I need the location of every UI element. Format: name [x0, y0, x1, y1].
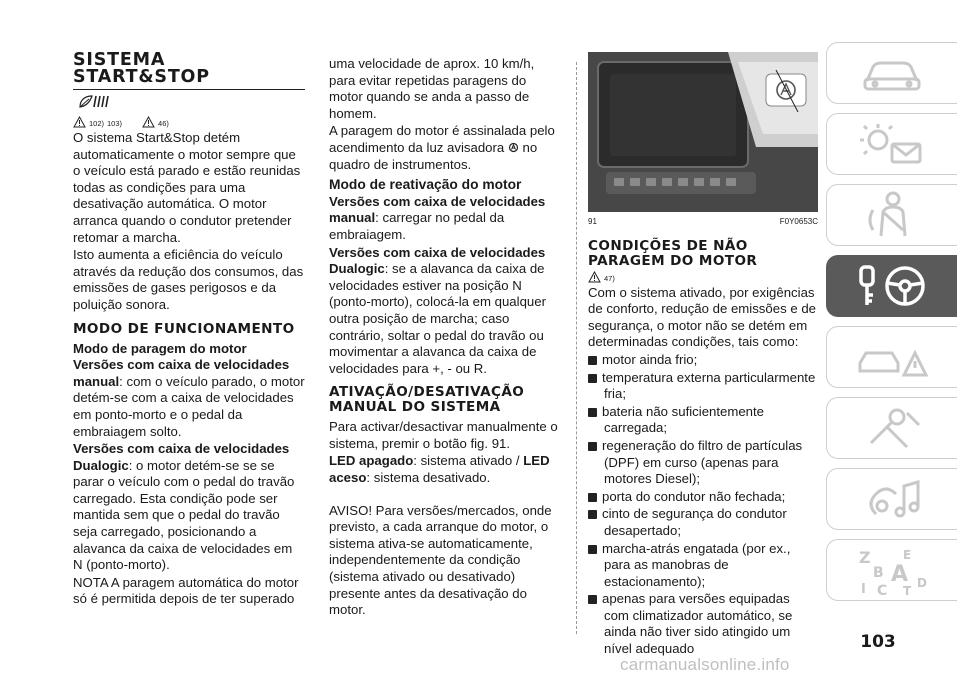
warning-triangle-car-icon [852, 333, 932, 381]
start-stop-warning-light-icon [508, 142, 519, 153]
led-off-label: LED apagado [329, 453, 414, 469]
manual-stop-paragraph [73, 357, 305, 440]
column-3 [588, 52, 818, 659]
music-navigation-icon [852, 474, 932, 524]
reference-icons [73, 96, 305, 128]
tab-index[interactable] [826, 539, 957, 601]
manual-text: : carregar no pedal da embraiagem. [329, 210, 505, 242]
seatbelt-airbag-icon [857, 190, 927, 240]
led-on-text: : sistema desativado. [366, 470, 491, 486]
bullet-square-icon [588, 595, 597, 604]
section-title-manual-toggle: ATIVAÇÃO/DESATIVAÇÃO MANUAL DO SISTEMA [329, 384, 525, 416]
subheading-stop-mode: Modo de paragem do motor [73, 340, 247, 356]
list-item: motor ainda frio; [588, 352, 818, 369]
list-item: marcha-atrás engatada (por ex., para as manobras de estacionamento); [588, 541, 818, 591]
dualogic-restart-paragraph [329, 245, 561, 378]
list-item: regeneração do filtro de partículas (DPF) em curso (apenas para motores Diesel); [588, 438, 818, 488]
figure-number: 91 [588, 217, 597, 226]
ref-group-warning [73, 116, 122, 128]
bullet-square-icon [588, 493, 597, 502]
list-item: apenas para versões equipadas com climatizador automático, se ainda não tiver sido atingido um nível adequado [588, 591, 818, 657]
index-letter: I [861, 582, 866, 597]
subheading-reactivation: Modo de reativação do motor [329, 177, 522, 193]
ref-103: 103) [107, 119, 123, 128]
eco-leaf-icon [78, 93, 112, 109]
bullet-square-icon [588, 510, 597, 519]
tab-maintenance[interactable] [826, 397, 957, 459]
tab-starting-driving[interactable] [826, 255, 957, 317]
list-item: bateria não suficientemente carregada; [588, 404, 818, 437]
warning-triangle-icon [73, 116, 86, 128]
column-1 [73, 52, 305, 609]
dualogic-label: Versões com caixa de velocidades Dualogic [329, 244, 546, 277]
section-title-operation: MODO DE FUNCIONAMENTO [73, 320, 295, 337]
bullet-square-icon [588, 374, 597, 383]
car-dashboard-icon [857, 51, 927, 95]
signal-text-before: A paragem do motor é assinalada pelo acendimento da luz avisadora [329, 123, 555, 155]
efficiency-paragraph: Isto aumenta a eficiência do veículo através da redução dos consumos, das emissões de gases perigosos e da poluição sonora. [73, 247, 304, 312]
manual-text: : com o veículo parado, o motor detém-se com a caixa de velocidades em ponto-morto e o pedal da embraiagem solto. [73, 373, 305, 439]
main-title [73, 52, 305, 90]
manual-label: Versões com caixa de velocidades manual [329, 193, 546, 226]
bullet-square-icon [588, 356, 597, 365]
column-divider [576, 62, 577, 634]
title-line-1: SISTEMA [73, 50, 166, 70]
page-number: 103 [860, 632, 896, 652]
manual-restart-paragraph [329, 194, 561, 244]
ref-group-47 [588, 271, 818, 283]
eco-icon-wrap [78, 93, 112, 114]
conditions-list [588, 352, 818, 658]
lights-mail-icon [852, 120, 932, 168]
notice-paragraph: AVISO! Para versões/mercados, onde previsto, a cada arranque do motor, o sistema ativa-se automaticamente, independentemente da condição (sistema ativado ou desativado) presente antes da desativação do motor. [329, 502, 552, 618]
bullet-square-icon [588, 408, 597, 417]
key-steering-wheel-icon [847, 261, 937, 311]
conditions-intro: Com o sistema ativado, por exigências de conforto, redução de emissões e de segurança, o motor não se detém em determinadas condições, tais como: [588, 284, 816, 350]
toggle-paragraph: Para activar/desactivar manualmente o sistema, premir o botão fig. 91. [329, 419, 558, 451]
index-letter: A [891, 562, 909, 587]
intro-paragraph: O sistema Start&Stop detém automaticamente o motor sempre que o veículo está parado e estão reunidas todas as condições para uma desativação automática. O motor arranca quando o condutor pretender retomar a marcha. [73, 130, 301, 245]
caution-triangle-icon [142, 116, 155, 128]
tab-safety[interactable] [826, 184, 957, 246]
bullet-square-icon [588, 545, 597, 554]
chapter-tabs [826, 42, 957, 610]
index-letter: B [873, 565, 884, 581]
section-title-no-stop: CONDIÇÕES DE NÃO PARAGEM DO MOTOR [588, 237, 758, 269]
index-letter: Z [859, 548, 871, 567]
tab-emergency[interactable] [826, 326, 957, 388]
index-letter: T [903, 584, 912, 597]
index-letter: D [917, 576, 927, 590]
manual-label: Versões com caixa de velocidades manual [73, 357, 290, 389]
index-letter: E [903, 548, 912, 562]
index-letter: C [877, 583, 888, 597]
tab-multimedia[interactable] [826, 468, 957, 530]
dualogic-text: : o motor detém-se se se parar o veículo com o pedal do travão carregado. Esta condição pode ser mantida sem que o pedal do travão seja carregado, posicionando a alavanca da caixa de velocidades em N (ponto-morto). [73, 457, 295, 573]
list-item: temperatura externa particularmente fria; [588, 370, 818, 403]
signal-paragraph [329, 123, 561, 173]
dualogic-text: : se a alavanca da caixa de velocidades estiver na posição N (ponto-morto), colocá-la em qualquer outra posição de marcha; caso contrário, soltar o pedal do travão ou movimentar a alavanca da caixa de velocidades para +, - ou R. [329, 261, 546, 376]
note-paragraph: NOTA A paragem automática do motor só é permitida depois de ter superado [73, 574, 299, 607]
dashboard-photo-illustration [588, 52, 818, 212]
list-item: cinto de segurança do condutor desapertado; [588, 506, 818, 539]
caution-triangle-icon [588, 271, 601, 283]
led-paragraph [329, 453, 561, 486]
ref-group-caution [142, 116, 169, 128]
ref-46: 46) [158, 119, 169, 128]
watermark: carmanualsonline.info [620, 655, 790, 674]
title-line-2: START&STOP [73, 67, 210, 87]
figure-91 [588, 52, 818, 212]
index-letters-icon [847, 543, 937, 597]
signal-text-after: no quadro de instrumentos. [329, 139, 538, 172]
ref-102: 102) [89, 119, 105, 128]
bullet-square-icon [588, 442, 597, 451]
tab-lights[interactable] [826, 113, 957, 175]
column-2 [329, 56, 561, 620]
tools-wrench-icon [857, 403, 927, 453]
tab-dashboard[interactable] [826, 42, 957, 104]
figure-caption [588, 214, 818, 231]
led-on-label: LED aceso [329, 453, 550, 486]
list-item: porta do condutor não fechada; [588, 489, 818, 506]
continuation-paragraph: uma velocidade de aprox. 10 km/h, para evitar repetidas paragens do motor quando se anda a passo de homem. [329, 56, 535, 121]
dualogic-label: Versões com caixa de velocidades Dualogic [73, 441, 290, 473]
led-off-text: : sistema ativado / [413, 453, 524, 469]
figure-code: F0Y0653C [779, 217, 818, 226]
dualogic-stop-paragraph [73, 441, 305, 574]
ref-47: 47) [604, 273, 615, 283]
